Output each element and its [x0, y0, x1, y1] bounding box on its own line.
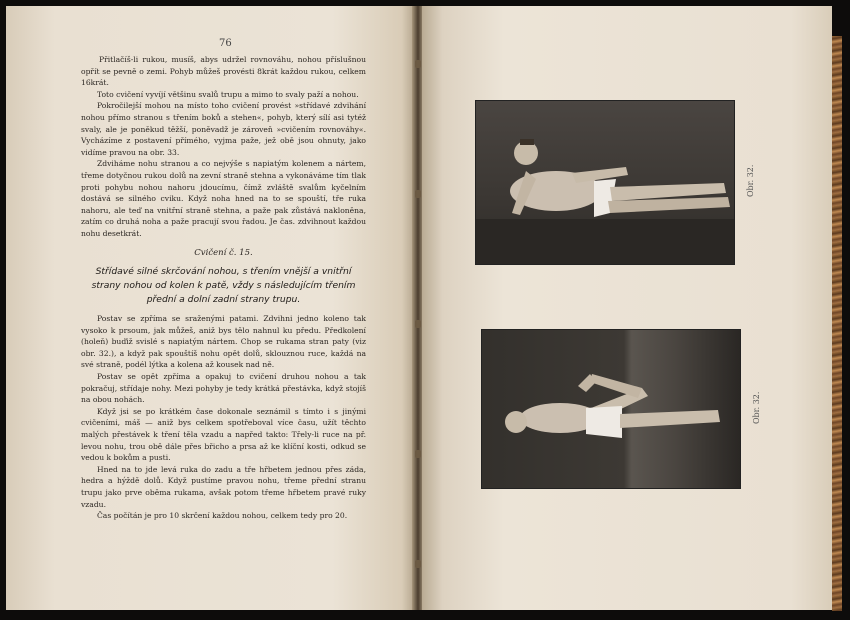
- figure-caption-bottom: Obr. 32.: [752, 391, 761, 424]
- marbled-page-edge: [832, 36, 842, 611]
- paragraph: Když jsi se po krátkém čase dokonale seznámil s tímto i s jinými cvičeními, máš — aniž bys celkem spotřeboval více času, užít těchto malých přestávek k tření těla vzadu a napřed takto: Třely-li ruce na př. levou nohu, trou obě dále přes břicho a prsa až ke klíční kosti, odkud se vedou k bokům a pusti.: [81, 406, 366, 463]
- figure-caption-top: Obr. 32.: [746, 164, 755, 197]
- paragraph: Postav se opět zpříma a opakuj to cvičení druhou nohou a tak pokračuj, střídaje nohy. Mezi pohyby je tedy krátká přestávka, když stojíš na obou nohách.: [81, 372, 366, 405]
- exercise-photo-knee-raise: [482, 330, 740, 488]
- left-page-text: [81, 54, 366, 522]
- exercise-label: Cvičení č. 15.: [194, 247, 253, 258]
- page-number: 76: [219, 38, 232, 49]
- binding-stitch: [415, 60, 421, 68]
- paragraph: Zdviháme nohu stranou a co nejvýše s napiatým kolenem a nártem, třeme dotyčnou rukou dolů na zevní straně stehna a vykonáváme tím tlak proti pohybu nohou nahoru jdoucímu, čímž zvláště svalům kyčelním dostává se silného cviku. Když noha hned na to se spouští, tře ruka nahoru, ale teď na vnitřní straně stehna, a paže pak zůstává nakloněna, zatím co druhá noha a paže pracují svou řadou. Je čas. zdvihnout každou nohu desetkrát.: [81, 159, 366, 238]
- right-page: [422, 6, 832, 610]
- paragraph: Toto cvičení vyvíjí většinu svalů trupu a mimo to svaly paží a nohou.: [97, 89, 359, 99]
- binding-stitch: [415, 190, 421, 198]
- paragraph: Přitlačíš-li rukou, musíš, abys udržel rovnováhu, nohou příslušnou opřít se pevně o zemi. Pohyb můžeš provésti 8krát každou rukou, celkem 16krát.: [81, 55, 366, 88]
- left-page: [6, 6, 414, 610]
- paragraph: Postav se zpříma se sraženými patami. Zdvihni jedno koleno tak vysoko k prsoum, jak můžeš, aniž bys tělo nahnul ku předu. Předkolení (holeň) buďiž svislé s napiatým nártem. Chop se rukama stran paty (viz obr. 32.), a když pak spouštíš nohu opět dolů, sklouznou ruce, každá na své straně, podél lýtka a kolena až kousek nad ně.: [81, 314, 366, 370]
- paragraph: Pokročilejší mohou na místo toho cvičení provést »střídavé zdvihání nohou přímo stranou s třením boků a stehen«, pohyb, který sílí asi tytéž svaly, ale je poněkud těžší, poněvadž je zároveň »cvičením rovnováhy«. Vycházíme z postavení přímého, vyjma paže, jež obě jsou ohnuty, jako vidíme pravou na obr. 33.: [81, 101, 366, 157]
- binding-stitch: [415, 320, 421, 328]
- paragraph: Hned na to jde levá ruka do zadu a tře hřbetem jednou přes záda, hedra a hýždě dolů. Když pustíme pravou nohu, třeme přední stranu trupu jako prve oběma rukama, avšak potom třeme hřbetem pravé ruky vzadu.: [81, 464, 366, 509]
- exercise-photo-reclining-man: [476, 101, 734, 264]
- exercise-title: Střídavé silné skrčování nohou, s třením vnější a vnitřní strany nohou od kolen k patě, vždy s následujícím třením přední a dolní zadní strany trupu.: [91, 266, 356, 306]
- paragraph: Čas počítán je pro 10 skrčení každou nohou, celkem tedy pro 20.: [97, 511, 348, 521]
- binding-stitch: [415, 450, 421, 458]
- binding-stitch: [415, 560, 421, 568]
